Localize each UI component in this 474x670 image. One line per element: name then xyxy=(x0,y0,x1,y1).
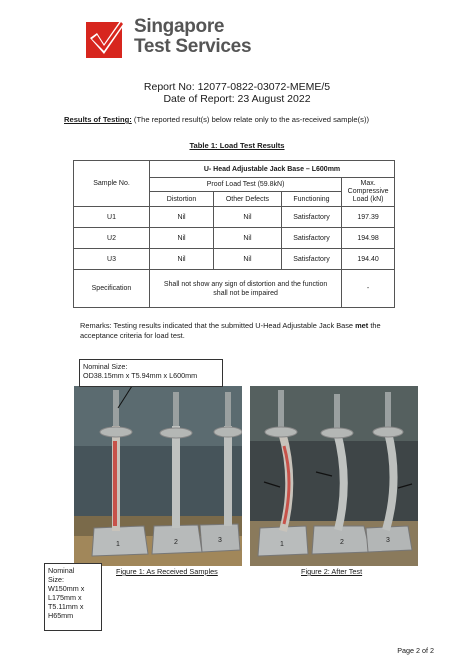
cell-other: Nil xyxy=(214,228,282,249)
report-date: Date of Report: 23 August 2022 xyxy=(163,93,311,105)
header-functioning: Functioning xyxy=(281,192,341,207)
results-label: Results of Testing: xyxy=(64,115,132,124)
header-distortion: Distortion xyxy=(150,192,214,207)
header-product: U- Head Adjustable Jack Base – L600mm xyxy=(150,161,395,178)
note-bottom-line: W150mm x xyxy=(48,584,85,593)
remarks-text xyxy=(80,321,410,340)
base-label-3: 3 xyxy=(218,537,222,544)
cell-distortion: Nil xyxy=(150,228,214,249)
cell-functioning: Satisfactory xyxy=(281,207,341,228)
cell-max: 197.39 xyxy=(342,207,395,228)
results-text: (The reported result(s) below relate only to the as-received sample(s)) xyxy=(133,115,370,124)
cell-sample: U2 xyxy=(74,228,150,249)
note-bottom-line: L175mm x xyxy=(48,593,82,602)
load-test-table xyxy=(73,160,395,308)
header-other-defects: Other Defects xyxy=(214,192,282,207)
figure-1-caption: Figure 1: As Received Samples xyxy=(116,567,218,576)
table-title: Table 1: Load Test Results xyxy=(189,141,285,150)
cell-functioning: Satisfactory xyxy=(281,228,341,249)
remarks-bold: met xyxy=(355,321,369,330)
cell-spec-text: Shall not show any sign of distortion and the function shall not be impaired xyxy=(150,270,342,308)
cell-distortion: Nil xyxy=(150,249,214,270)
remarks-after: the acceptance criteria for load test. xyxy=(80,321,381,340)
cell-sample: U1 xyxy=(74,207,150,228)
remarks-before: Remarks: Testing results indicated that the submitted U-Head Adjustable Jack Base xyxy=(80,321,356,330)
nominal-size-rod-note xyxy=(79,359,223,387)
cell-distortion: Nil xyxy=(150,207,214,228)
page-number: Page 2 of 2 xyxy=(397,646,434,655)
header-sample-no: Sample No. xyxy=(74,161,150,207)
table-row xyxy=(74,249,395,270)
results-of-testing xyxy=(64,115,369,124)
cell-max: 194.98 xyxy=(342,228,395,249)
cell-other: Nil xyxy=(214,249,282,270)
table-row xyxy=(74,207,395,228)
company-logo-text xyxy=(134,17,251,57)
nominal-size-base-note xyxy=(44,563,102,631)
photo-after-test xyxy=(250,386,418,566)
photo-after-test-image xyxy=(250,386,418,566)
photo-as-received-image xyxy=(74,386,242,566)
cell-spec-label: Specification xyxy=(74,270,150,308)
company-name-line2: Test Services xyxy=(134,36,252,57)
specification-row xyxy=(74,270,395,308)
base-label-2: 2 xyxy=(174,539,178,546)
header-max-load: Max. Compressive Load (kN) xyxy=(342,178,395,207)
note-top-line2: OD38.15mm x T5.94mm x L600mm xyxy=(83,371,198,380)
header-proof-load: Proof Load Test (59.8kN) xyxy=(150,178,342,192)
logo-checkmark-icon xyxy=(86,18,126,62)
cell-functioning: Satisfactory xyxy=(281,249,341,270)
note-bottom-line: Nominal xyxy=(48,566,75,575)
figure-2-caption: Figure 2: After Test xyxy=(301,567,363,576)
note-bottom-line: H65mm xyxy=(48,611,74,620)
report-number: Report No: 12077-0822-03072-MEME/5 xyxy=(143,81,331,93)
cell-max: 194.40 xyxy=(342,249,395,270)
base-label-1: 1 xyxy=(280,541,284,548)
cell-other: Nil xyxy=(214,207,282,228)
base-label-3: 3 xyxy=(386,537,390,544)
company-name-line1: Singapore xyxy=(134,16,225,37)
base-label-1: 1 xyxy=(116,541,120,548)
cell-spec-max: - xyxy=(342,270,395,308)
note-bottom-line: Size: xyxy=(48,575,64,584)
note-bottom-line: T5.11mm x xyxy=(48,602,84,611)
note-top-line1: Nominal Size: xyxy=(83,362,128,371)
table-row xyxy=(74,228,395,249)
cell-sample: U3 xyxy=(74,249,150,270)
base-label-2: 2 xyxy=(340,539,344,546)
photo-as-received xyxy=(74,386,242,566)
